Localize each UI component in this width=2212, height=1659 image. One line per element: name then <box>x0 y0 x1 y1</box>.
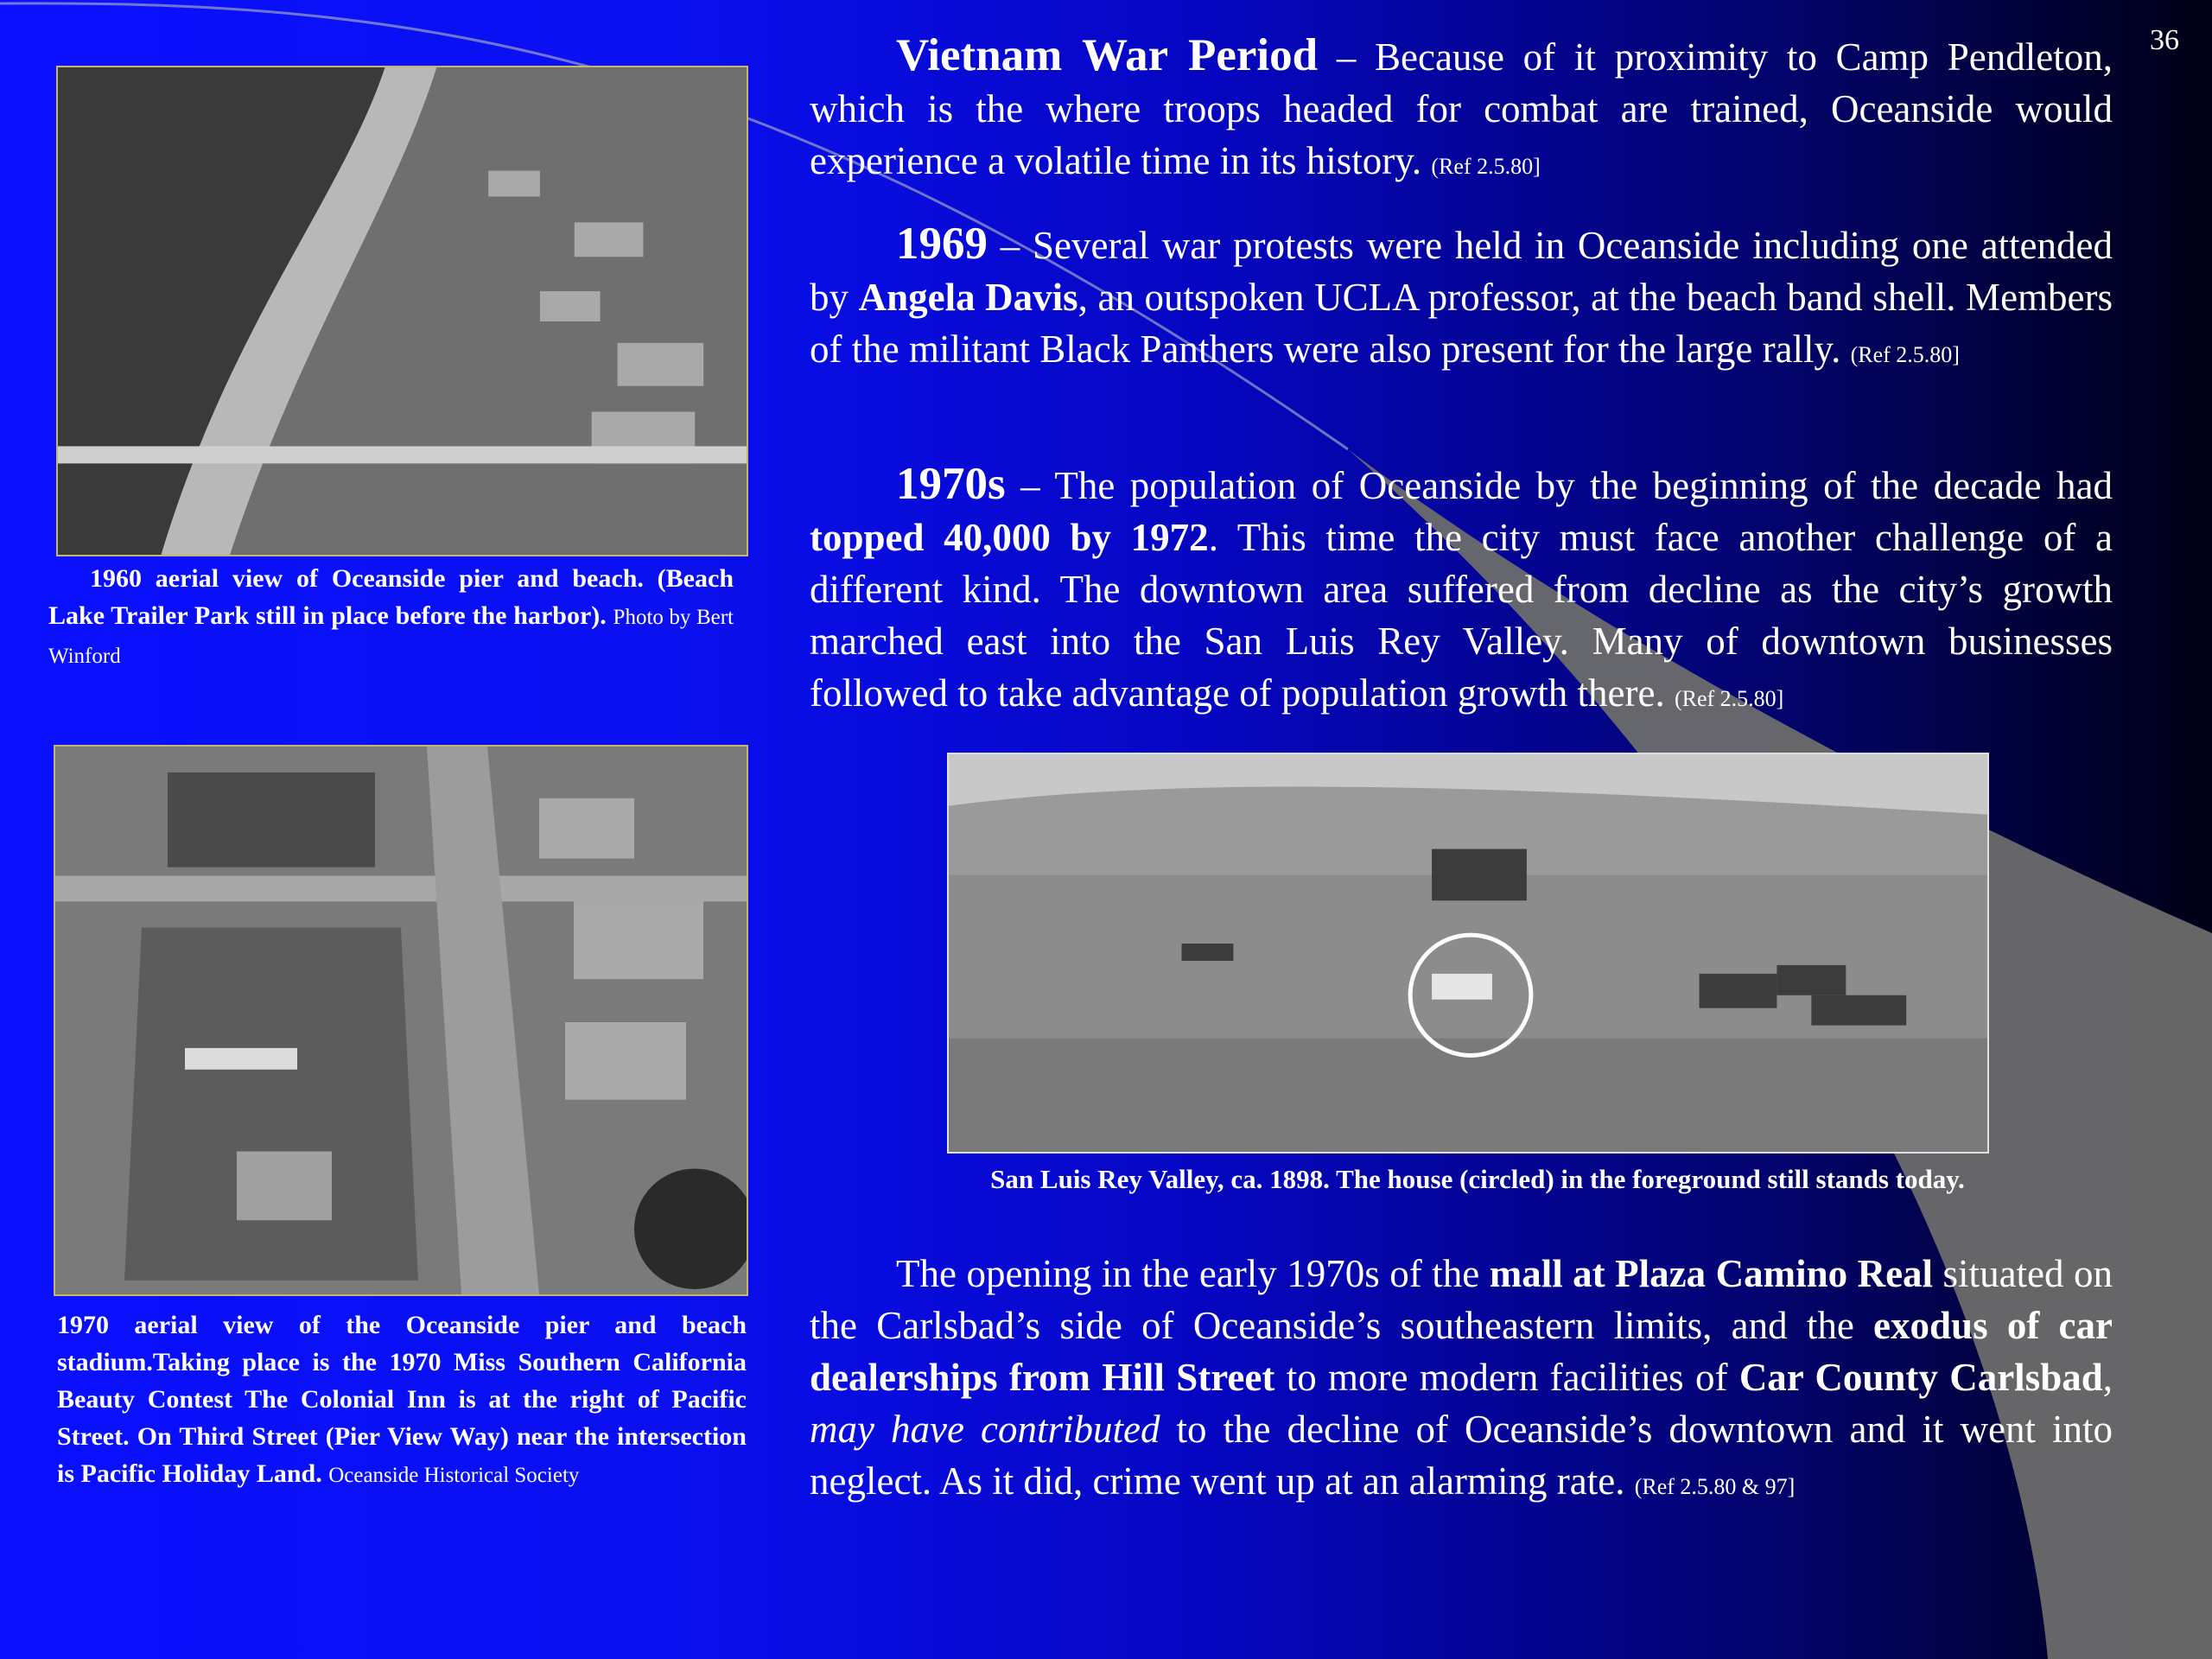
italic-may-have-contributed: may have contributed <box>810 1408 1160 1451</box>
paragraph-text: – The population of Oceanside by the beginning of the decade had <box>1005 464 2113 507</box>
paragraph-text: – Several war protests were held in Oceanside including one attended by <box>810 224 2113 319</box>
photo-1970-credit: Oceanside Historical Society <box>328 1464 580 1487</box>
photo-1960-credit: Photo by Bert Winford <box>48 606 734 668</box>
bold-mall: mall at Plaza Camino Real <box>1489 1252 1934 1295</box>
bold-angela-davis: Angela Davis <box>858 276 1078 319</box>
paragraph-text: – Because of it proximity to Camp Pendleton, which is the where troops headed for combat are trained, Oceanside would experience a volatile time in its history. <box>810 35 2113 182</box>
paragraph-plaza-camino-real <box>810 1248 2113 1513</box>
photo-1960-aerial <box>56 66 748 556</box>
bold-car-county: Car County Carlsbad <box>1738 1356 2103 1399</box>
reference: (Ref 2.5.80] <box>1674 686 1784 711</box>
reference: (Ref 2.5.80 & 97] <box>1634 1474 1796 1499</box>
paragraph-text: , <box>2102 1356 2113 1399</box>
photo-san-luis-rey-valley <box>947 753 1989 1154</box>
bold-exodus: exodus of car dealerships from Hill Street <box>810 1304 2113 1399</box>
reference: (Ref 2.5.80] <box>1431 154 1541 179</box>
paragraph-text: to the decline of Oceanside’s downtown and it went into neglect. As it did, crime went up at an alarming rate. <box>810 1408 2113 1503</box>
paragraph-1969 <box>810 218 2113 381</box>
paragraph-text: to more modern facilities of <box>1274 1356 1739 1399</box>
heading-1969: 1969 <box>896 219 988 269</box>
slide-number: 36 <box>2150 24 2179 56</box>
paragraph-1970s <box>810 458 2113 725</box>
paragraph-text: . This time the city must face another challenge of a different kind. The downtown area suffered from decline as the city’s growth marched east into the San Luis Rey Valley. Many of downtown businesses followed to take advantage of population growth there. <box>810 516 2113 715</box>
heading-vietnam-war-period: Vietnam War Period <box>896 30 1319 80</box>
paragraph-text: situated on the Carlsbad’s side of Oceanside’s southeastern limits, and the <box>810 1252 2113 1347</box>
heading-1970s: 1970s <box>896 459 1006 509</box>
photo-1970-caption <box>57 1306 747 1494</box>
photo-1970-caption-text: 1970 aerial view of the Oceanside pier and beach stadium.Taking place is the 1970 Miss Southern California Beauty Contest The Colonial Inn is at the right of Pacific Street. On Third Street (Pier View Way) near the intersection is Pacific Holiday Land. <box>57 1311 747 1488</box>
photo-1970-aerial <box>54 745 748 1296</box>
paragraph-text: The opening in the early 1970s of the <box>896 1252 1490 1295</box>
paragraph-text: , an outspoken UCLA professor, at the beach band shell. Members of the militant Black Panthers were also present for the large rally. <box>810 276 2113 371</box>
photo-1960-caption-text: 1960 aerial view of Oceanside pier and beach. (Beach Lake Trailer Park still in place before the harbor). <box>48 564 734 630</box>
reference: (Ref 2.5.80] <box>1850 342 1960 367</box>
photo-1960-caption <box>48 560 734 675</box>
photo-san-luis-rey-caption: San Luis Rey Valley, ca. 1898. The house (circled) in the foreground still stands today. <box>990 1164 1965 1194</box>
bold-population: topped 40,000 by 1972 <box>810 516 1209 559</box>
paragraph-vietnam-war-period <box>810 29 2113 193</box>
